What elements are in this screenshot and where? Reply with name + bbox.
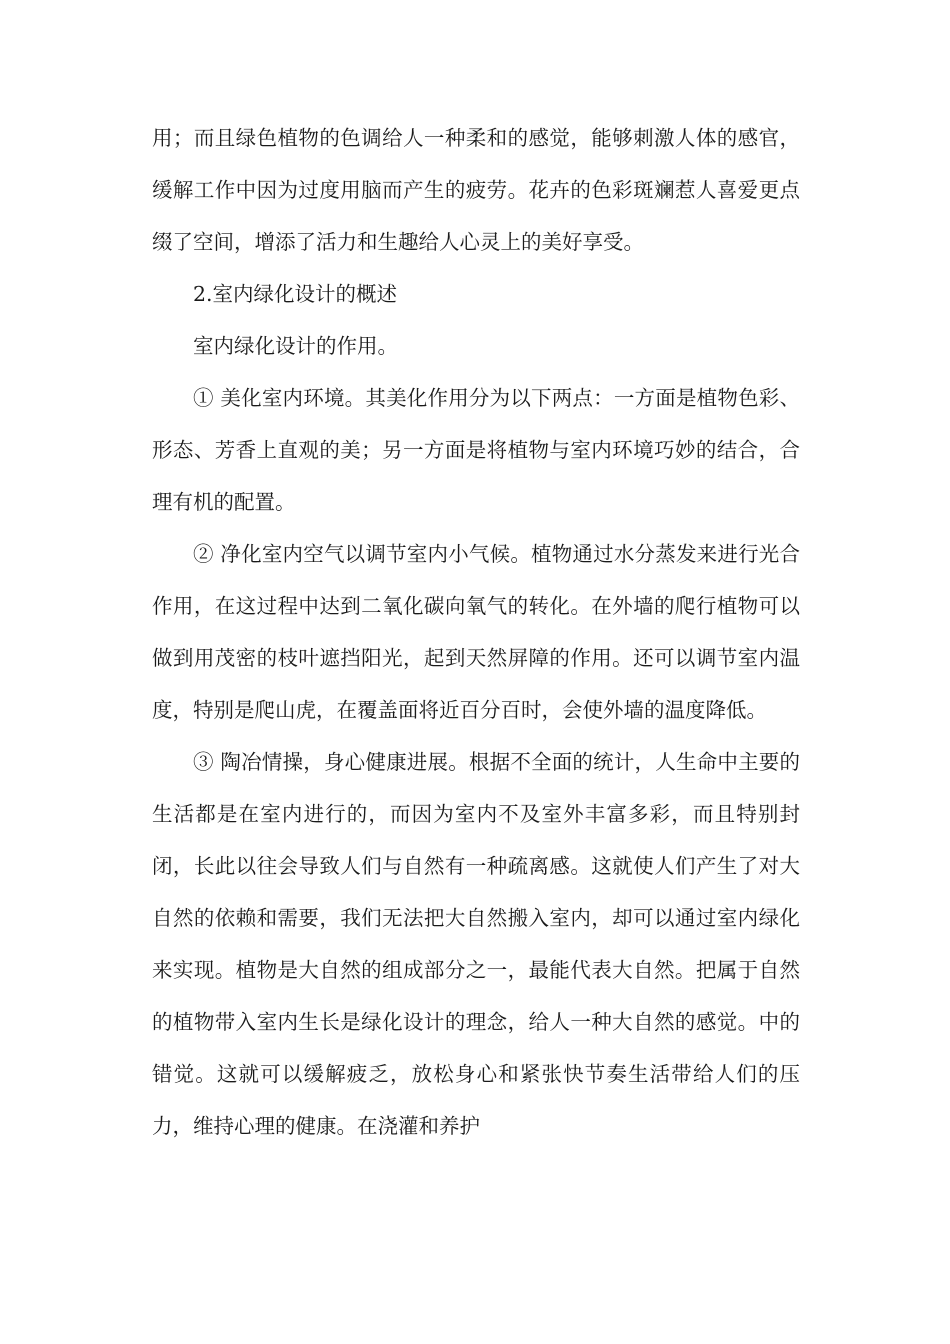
- section-heading: 2.室内绿化设计的概述: [193, 282, 398, 306]
- paragraph-cultivate-health: ③ 陶冶情操，身心健康进展。根据不全面的统计，人生命中主要的生活都是在室内进行的，而因为室内不及室外丰富多彩，而且特别封闭，长此以往会导致人们与自然有一种疏离感。这就使人们产生了对大自然的依赖和需要，我们无法把大自然搬入室内，却可以通过室内绿化来实现。植物是大自然的组成部分之一，最能代表大自然。把属于自然的植物带入室内生长是绿化设计的理念，给人一种大自然的感觉。中的错觉。这就可以缓解疲乏，放松身心和紧张快节奏生活带给人们的压力，维持心理的健康。在浇灌和养护: [152, 750, 800, 1138]
- paragraph-beautify: ① 美化室内环境。其美化作用分为以下两点：一方面是植物色彩、形态、芳香上直观的美；另一方面是将植物与室内环境巧妙的结合，合理有机的配置。: [152, 386, 800, 514]
- paragraph-continuation: 用；而且绿色植物的色调给人一种柔和的感觉，能够刺激人体的感官，缓解工作中因为过度用脑而产生的疲劳。花卉的色彩斑斓惹人喜爱更点缀了空间，增添了活力和生趣给人心灵上的美好享受。: [152, 126, 800, 254]
- body-text: [152, 112, 800, 1152]
- paragraph-purify-air: ② 净化室内空气以调节室内小气候。植物通过水分蒸发来进行光合作用，在这过程中达到二氧化碳向氧气的转化。在外墙的爬行植物可以做到用茂密的枝叶遮挡阳光，起到天然屏障的作用。还可以调节室内温度，特别是爬山虎，在覆盖面将近百分百时，会使外墙的温度降低。: [152, 542, 800, 722]
- subsection-heading: 室内绿化设计的作用。: [193, 334, 398, 358]
